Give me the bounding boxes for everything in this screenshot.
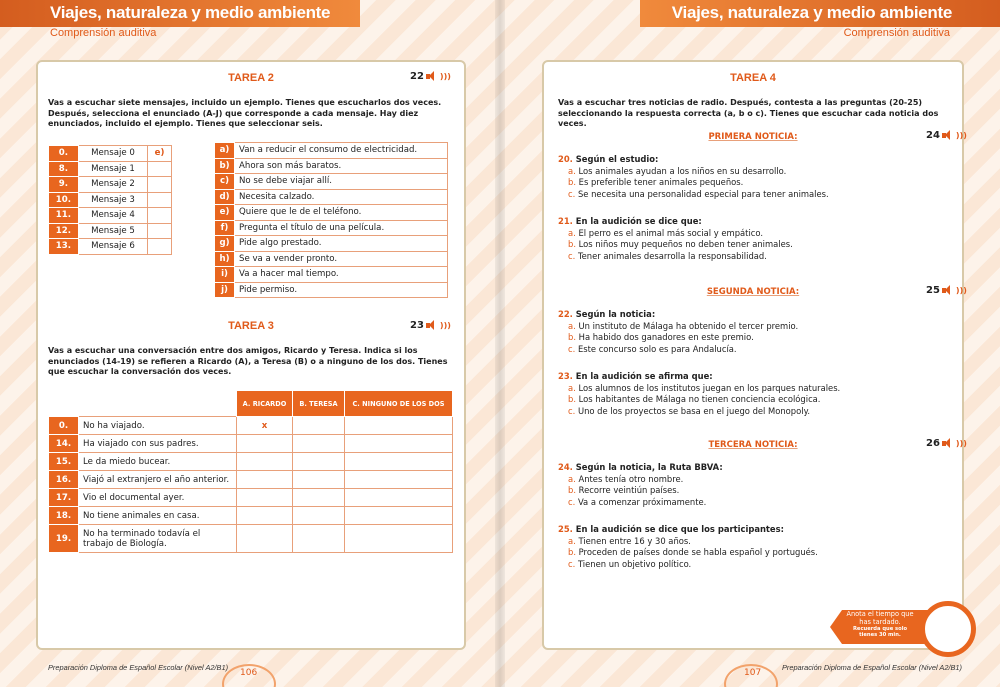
table-row [215,282,448,298]
content-box [542,60,967,650]
message-number: 13. [49,239,79,255]
col-ricardo: A. RICARDO [237,391,293,417]
track-number: 25 [926,285,940,296]
option-letter: a. [568,320,576,331]
table-row [49,525,453,553]
statement-letter: g) [215,236,235,252]
table-row [49,417,453,435]
table-row [215,189,448,205]
timer-write-circle[interactable] [920,601,976,657]
message-number: 9. [49,177,79,193]
answer-option[interactable] [558,321,958,333]
table-row [215,143,448,159]
statement-letter: i) [215,267,235,283]
message-answer-cell[interactable]: e) [148,146,172,162]
answer-cell-b[interactable] [293,507,345,525]
statement-letter: j) [215,282,235,298]
question-text: En la audición se afirma que: [575,371,713,381]
table-row [215,251,448,267]
statement-letter: c) [215,174,235,190]
option-letter: b. [568,332,576,342]
question-number: 20. [558,154,573,164]
notice-track[interactable] [926,438,967,449]
answer-cell-c[interactable] [345,435,453,453]
answer-cell-a[interactable]: x [237,417,293,435]
answer-cell-a[interactable] [237,489,293,507]
tarea3-track[interactable] [410,320,451,331]
option-text: Tienen un objetivo político. [577,558,692,569]
message-label: Mensaje 4 [78,208,147,224]
answer-cell-b[interactable] [293,525,345,553]
track-number: 22 [410,71,424,82]
message-number: 0. [49,146,79,162]
question [558,154,958,200]
option-letter: a. [568,382,576,393]
statement-text: Pide algo prestado. [235,236,448,252]
option-letter: b. [568,239,576,249]
table-row [49,223,172,239]
message-number: 11. [49,208,79,224]
message-answer-cell[interactable] [148,208,172,224]
sound-waves-icon: ))) [439,320,451,330]
statement-number: 14. [49,435,79,453]
answer-option[interactable] [558,228,958,240]
option-letter: a. [568,227,576,238]
header-title: Viajes, naturaleza y medio ambiente [671,3,952,22]
timer-label: Anota el tiempo que has tardado. [846,610,914,626]
question-stem [558,309,958,321]
answer-cell-c[interactable] [345,417,453,435]
messages-table [48,145,172,255]
option-letter: a. [568,165,576,176]
sound-waves-icon: ))) [439,71,451,81]
table-row [49,161,172,177]
header-bar [0,0,360,27]
answer-option[interactable] [558,547,958,559]
table-row [49,471,453,489]
option-text: Un instituto de Málaga ha obtenido el tercer premio. [578,320,799,331]
notice-track[interactable] [926,285,967,296]
question [558,462,958,508]
message-number: 8. [49,161,79,177]
answer-option[interactable] [558,239,958,251]
header-title: Viajes, naturaleza y medio ambiente [50,3,331,22]
question-text: En la audición se dice que los participantes: [575,524,784,534]
track-number: 26 [926,438,940,449]
answer-option[interactable] [558,166,958,178]
question-text: Según la noticia: [575,309,656,319]
answer-cell-c[interactable] [345,453,453,471]
question [558,371,958,417]
statement-text: Viajó al extranjero el año anterior. [79,471,237,489]
answer-option[interactable] [558,497,958,509]
tarea3-title: TAREA 3 [228,320,274,332]
statement-number: 16. [49,471,79,489]
answer-cell-a[interactable] [237,453,293,471]
statement-text: No tiene animales en casa. [79,507,237,525]
question-number: 23. [558,371,573,381]
table-row [49,177,172,193]
question-stem [558,462,958,474]
option-letter: c. [568,188,576,199]
right-page [500,0,1000,687]
speaker-icon [426,320,440,331]
option-letter: b. [568,485,576,495]
question-stem [558,216,958,228]
question [558,524,958,570]
message-label: Mensaje 5 [78,223,147,239]
tarea4-title: TAREA 4 [730,72,776,84]
option-text: Uno de los proyectos se basa en el juego del Monopoly. [577,405,810,416]
answer-option[interactable] [558,485,958,497]
option-letter: b. [568,177,576,187]
answer-cell-b[interactable] [293,435,345,453]
statements-table [214,142,448,298]
statement-text: Se va a vender pronto. [235,251,448,267]
question-stem [558,524,958,536]
answer-option[interactable] [558,251,958,263]
option-text: Tienen entre 16 y 30 años. [578,535,691,546]
table-row [49,453,453,471]
answer-cell-a[interactable] [237,471,293,489]
speaker-icon [942,130,956,141]
table-row [49,192,172,208]
table-row [215,267,448,283]
tarea2-title: TAREA 2 [228,72,274,84]
answer-option[interactable] [558,559,958,571]
option-letter: b. [568,394,576,404]
statement-text: Vio el documental ayer. [79,489,237,507]
statement-number: 17. [49,489,79,507]
header-subtitle: Comprensión auditiva [843,27,950,39]
question-number: 24. [558,462,573,472]
answer-cell-a[interactable] [237,435,293,453]
answer-option[interactable] [558,383,958,395]
statement-text: No se debe viajar allí. [235,174,448,190]
answer-cell-b[interactable] [293,489,345,507]
tarea3-instructions: Vas a escuchar una conversación entre dos amigos, Ricardo y Teresa. Indica si los enunciados (14-19) se refieren a Ricardo (A), a Teresa (B) o a ninguno de los dos. Tienes que escuchar la conversación dos veces. [48,346,448,376]
answer-option[interactable] [558,332,958,344]
option-letter: a. [568,535,576,546]
statement-letter: h) [215,251,235,267]
message-number: 10. [49,192,79,208]
content-box [36,60,466,650]
answer-option[interactable] [558,177,958,189]
statement-letter: f) [215,220,235,236]
footer-text: Preparación Diploma de Español Escolar (Nivel A2/B1) [781,663,962,672]
statement-letter: d) [215,189,235,205]
tarea4-instructions: Vas a escuchar tres noticias de radio. Después, contesta a las preguntas (20-25) seleccionando la respuesta correcta (a, b o c). Tienes que escuchar cada noticia dos veces. [558,98,939,128]
answer-cell-b[interactable] [293,471,345,489]
option-letter: c. [568,250,576,261]
sound-waves-icon: ))) [955,130,967,140]
option-text: Este concurso solo es para Andalucía. [577,343,737,354]
answer-option[interactable] [558,536,958,548]
option-text: Antes tenía otro nombre. [578,473,684,484]
option-text: Los habitantes de Málaga no tienen conciencia ecológica. [578,394,821,404]
answer-option[interactable] [558,394,958,406]
statement-text: Le da miedo bucear. [79,453,237,471]
track-number: 23 [410,320,424,331]
message-number: 12. [49,223,79,239]
question-text: Según el estudio: [575,154,659,164]
table-row [215,236,448,252]
conversation-table [48,390,453,553]
message-answer-cell[interactable] [148,223,172,239]
statement-number: 0. [49,417,79,435]
statement-letter: e) [215,205,235,221]
speaker-icon [426,71,440,82]
answer-cell-b[interactable] [293,417,345,435]
table-row [49,146,172,162]
statement-number: 18. [49,507,79,525]
question-number: 22. [558,309,573,319]
table-row [49,507,453,525]
message-label: Mensaje 0 [78,146,147,162]
message-answer-cell[interactable] [148,239,172,255]
message-answer-cell[interactable] [148,177,172,193]
statement-text: Ha viajado con sus padres. [79,435,237,453]
option-text: Es preferible tener animales pequeños. [578,177,744,187]
message-label: Mensaje 1 [78,161,147,177]
answer-cell-a[interactable] [237,525,293,553]
question-stem [558,154,958,166]
table-row [215,220,448,236]
table-row [215,174,448,190]
table-row [49,239,172,255]
question [558,216,958,262]
tarea2-instructions: Vas a escuchar siete mensajes, incluido un ejemplo. Tienes que escucharlos dos veces. Después, selecciona el enunciado (A-J) que corresponde a cada mensaje. Hay diez enunciados, incluido el ejemplo. Tienes que seleccionar seis. [48,98,442,128]
statement-text: Ahora son más baratos. [235,158,448,174]
header-subtitle: Comprensión auditiva [50,27,157,39]
message-answer-cell[interactable] [148,192,172,208]
answer-cell-a[interactable] [237,507,293,525]
statement-text: Pregunta el título de una película. [235,220,448,236]
answer-option[interactable] [558,344,958,356]
option-letter: c. [568,558,576,569]
table-row [215,158,448,174]
option-text: Va a comenzar próximamente. [577,496,707,507]
statement-text: Necesita calzado. [235,189,448,205]
statement-text: Va a hacer mal tiempo. [235,267,448,283]
option-text: Los niños muy pequeños no deben tener animales. [578,239,793,249]
option-text: Tener animales desarrolla la responsabilidad. [577,250,767,261]
statement-letter: a) [215,143,235,159]
option-letter: c. [568,405,576,416]
notice-label: TERCERA NOTICIA: [708,440,798,450]
notice-label: PRIMERA NOTICIA: [708,132,798,142]
header-bar [640,0,1000,27]
message-answer-cell[interactable] [148,161,172,177]
notice-label: SEGUNDA NOTICIA: [706,287,800,297]
table-row [49,489,453,507]
answer-cell-c[interactable] [345,525,453,553]
table-row [49,208,172,224]
statement-number: 19. [49,525,79,553]
sound-waves-icon: ))) [955,285,967,295]
notice-track[interactable] [926,130,967,141]
option-text: Ha habido dos ganadores en este premio. [578,332,754,342]
statement-text: No ha terminado todavía el trabajo de Biología. [79,525,237,553]
question-number: 21. [558,216,573,226]
answer-cell-c[interactable] [345,507,453,525]
option-text: Recorre veintiún países. [578,485,680,495]
tarea2-track[interactable] [410,71,451,82]
answer-cell-b[interactable] [293,453,345,471]
option-text: Proceden de países donde se habla español y portugués. [578,547,818,557]
statement-text: No ha viajado. [79,417,237,435]
statement-text: Van a reducir el consumo de electricidad. [235,143,448,159]
option-text: Los alumnos de los institutos juegan en los parques naturales. [578,382,841,393]
question-number: 25. [558,524,573,534]
answer-cell-c[interactable] [345,471,453,489]
message-label: Mensaje 6 [78,239,147,255]
statement-number: 15. [49,453,79,471]
col-ninguno: C. NINGUNO DE LOS DOS [345,391,453,417]
timer-note [845,611,915,638]
footer-text: Preparación Diploma de Español Escolar (Nivel A2/B1) [48,663,229,672]
col-teresa: B. TERESA [293,391,345,417]
page-number: 106 [240,668,258,678]
option-letter: b. [568,547,576,557]
table-row [215,205,448,221]
timer-hint: Recuerda que solo tienes 30 min. [852,626,908,638]
answer-option[interactable] [558,474,958,486]
statement-letter: b) [215,158,235,174]
answer-option[interactable] [558,406,958,418]
sound-waves-icon: ))) [955,438,967,448]
statement-text: Quiere que le de el teléfono. [235,205,448,221]
message-label: Mensaje 2 [78,177,147,193]
option-letter: c. [568,343,576,354]
answer-option[interactable] [558,189,958,201]
option-text: El perro es el animal más social y empático. [578,227,764,238]
page-number: 107 [744,668,762,678]
option-letter: c. [568,496,576,507]
question [558,309,958,355]
statement-text: Pide permiso. [235,282,448,298]
answer-cell-c[interactable] [345,489,453,507]
option-text: Los animales ayudan a los niños en su desarrollo. [578,165,787,176]
table-row [49,435,453,453]
option-letter: a. [568,473,576,484]
question-text: En la audición se dice que: [575,216,702,226]
speaker-icon [942,438,956,449]
question-stem [558,371,958,383]
speaker-icon [942,285,956,296]
message-label: Mensaje 3 [78,192,147,208]
question-text: Según la noticia, la Ruta BBVA: [575,462,723,472]
option-text: Se necesita una personalidad especial para tener animales. [577,188,829,199]
track-number: 24 [926,130,940,141]
